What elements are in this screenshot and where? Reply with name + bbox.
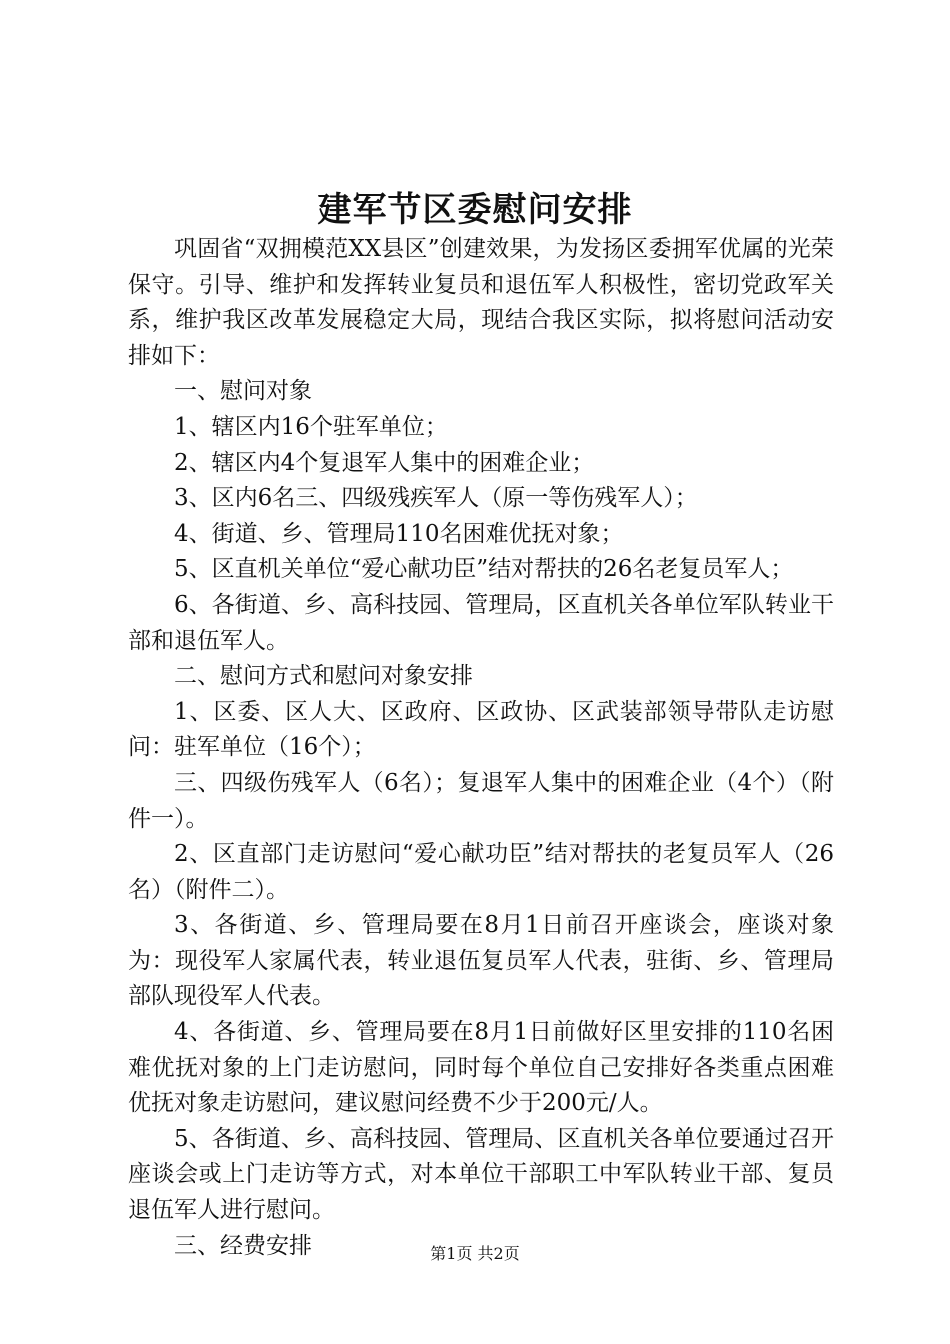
- section-heading-2: 二、慰问方式和慰问对象安排: [174, 663, 473, 690]
- section-heading-3: 三、经费安排: [174, 1232, 312, 1259]
- list-item: 3、各街道、乡、管理局要在8月1日前召开座谈会，座谈对象为：现役军人家属代表，转业退伍复员军人代表，驻街、乡、管理局部队现役军人代表。: [128, 912, 834, 1010]
- document-body: [128, 232, 834, 1264]
- document-title: 建军节区委慰问安排: [317, 190, 633, 230]
- list-item: 2、辖区内4个复退军人集中的困难企业；: [174, 449, 595, 476]
- list-item: 1、区委、区人大、区政府、区政协、区武装部领导带队走访慰问：驻军单位（16个）；: [128, 698, 834, 761]
- list-item: 4、各街道、乡、管理局要在8月1日前做好区里安排的110名困难优抚对象的上门走访慰问，同时每个单位自己安排好各类重点困难优抚对象走访慰问，建议慰问经费不少于200元/人。: [128, 1019, 834, 1117]
- list-item: 1、辖区内16个驻军单位；: [174, 413, 448, 440]
- list-item: 4、街道、乡、管理局110名困难优抚对象；: [174, 520, 624, 547]
- list-item: 三、四级伤残军人（6名）；复退军人集中的困难企业（4个）（附件一）。: [128, 769, 834, 832]
- list-item: 5、区直机关单位“爱心献功臣”结对帮扶的26名老复员军人；: [174, 556, 794, 583]
- list-item: 6、各街道、乡、高科技园、管理局，区直机关各单位军队转业干部和退伍军人。: [128, 591, 834, 654]
- list-item: 5、各街道、乡、高科技园、管理局、区直机关各单位要通过召开座谈会或上门走访等方式，对本单位干部职工中军队转业干部、复员退伍军人进行慰问。: [128, 1125, 834, 1224]
- section-heading-1: 一、慰问对象: [174, 378, 312, 405]
- paragraph-intro: 巩固省“双拥模范XX县区”创建效果，为发扬区委拥军优属的光荣保守。引导、维护和发挥转业复员和退伍军人积极性，密切党政军关系，维护我区改革发展稳定大局，现结合我区实际，拟将慰问活动安排如下：: [128, 236, 834, 369]
- list-item: 3、区内6名三、四级残疾军人（原一等伤残军人）；: [174, 485, 698, 512]
- page-footer: 第1页 共2页: [430, 1244, 520, 1263]
- list-item: 2、区直部门走访慰问“爱心献功臣”结对帮扶的老复员军人（26名）（附件二）。: [128, 841, 834, 903]
